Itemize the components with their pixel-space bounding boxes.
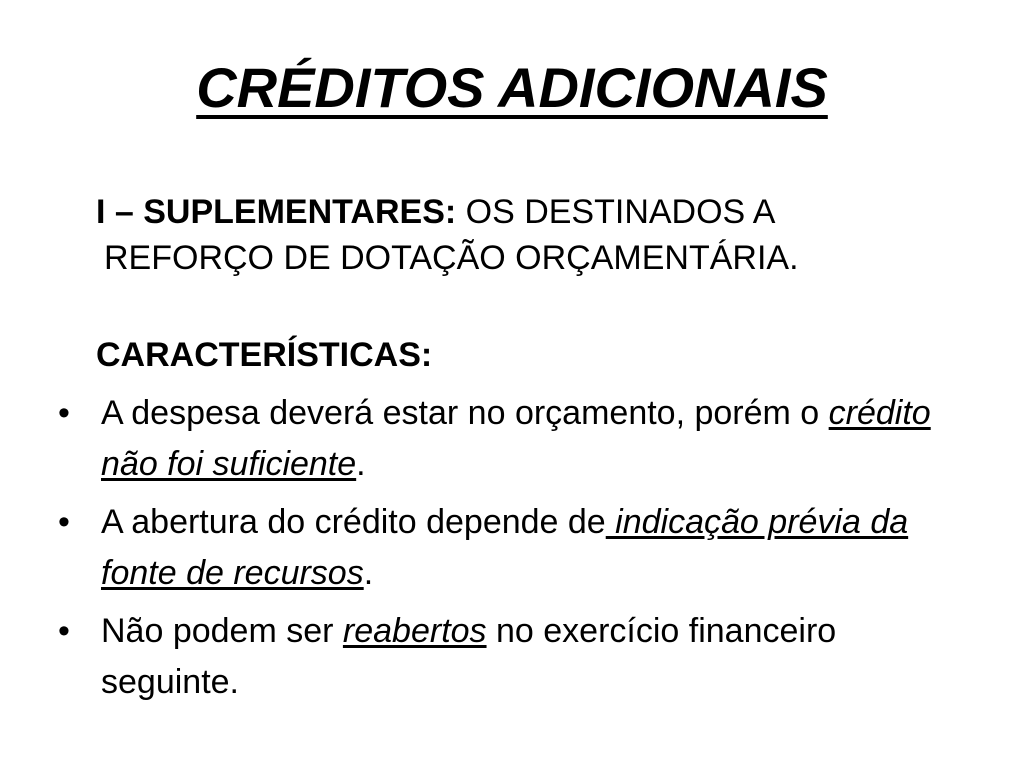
intro-text-line2: REFORÇO DE DOTAÇÃO ORÇAMENTÁRIA. <box>104 239 799 277</box>
bullet-icon: • <box>58 503 70 541</box>
characteristics-list <box>58 388 958 715</box>
list-item-text: Não podem ser <box>101 612 343 650</box>
slide-title: CRÉDITOS ADICIONAIS <box>196 56 828 119</box>
list-item-text: A abertura do crédito depende de <box>101 503 606 541</box>
list-item-emphasis: reabertos <box>342 612 487 650</box>
list-item-text: A despesa deverá estar no orçamento, porém o <box>101 394 829 432</box>
list-item <box>58 497 958 599</box>
list-item <box>58 606 958 708</box>
list-item <box>58 388 958 490</box>
bullet-icon: • <box>58 612 70 650</box>
list-item-text-end: no exercício financeiro seguinte. <box>101 612 837 701</box>
intro-paragraph <box>96 189 956 281</box>
bullet-icon: • <box>58 394 70 432</box>
intro-text-line1: OS DESTINADOS A <box>456 193 776 231</box>
intro-lead: I – SUPLEMENTARES: <box>96 193 457 231</box>
list-item-emphasis: indicação prévia da fonte de recursos <box>101 503 909 592</box>
list-item-emphasis: crédito não foi suficiente <box>101 394 931 483</box>
list-item-text-end: . <box>363 554 374 592</box>
list-item-text-end: . <box>356 445 366 483</box>
characteristics-heading: CARACTERÍSTICAS: <box>96 336 433 374</box>
